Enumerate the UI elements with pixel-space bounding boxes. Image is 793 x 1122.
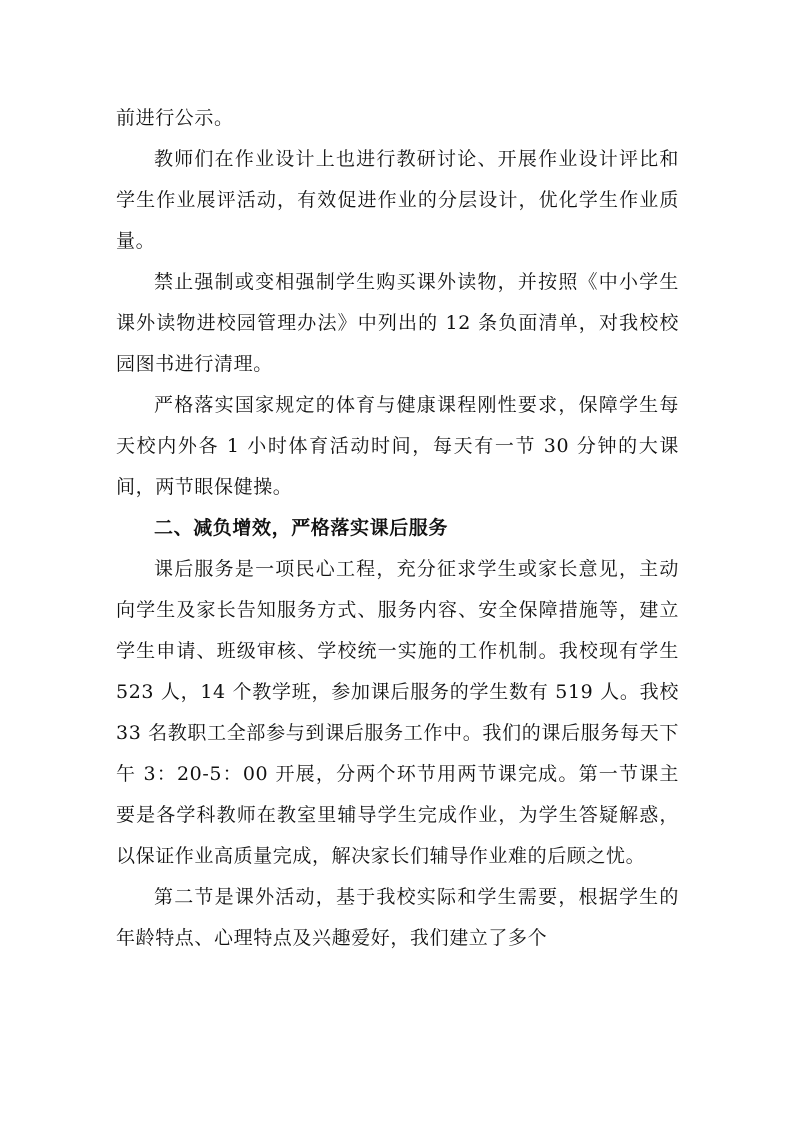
paragraph-homework-design: 教师们在作业设计上也进行教研讨论、开展作业设计评比和学生作业展评活动，有效促进作业的分层设计，优化学生作业质量。 [116, 148, 679, 252]
section-heading: 二、减负增效，严格落实课后服务 [154, 517, 449, 539]
document-body [116, 98, 679, 959]
paragraph-physical-education: 严格落实国家规定的体育与健康课程刚性要求，保障学生每天校内外各 1 小时体育活动时间，每天有一节 30 分钟的大课间，两节眼保健操。 [116, 394, 679, 498]
paragraph-extracurricular-activities: 第二节是课外活动，基于我校实际和学生需要，根据学生的年龄特点、心理特点及兴趣爱好，我们建立了多个 [116, 886, 679, 949]
paragraph-extracurricular-reading: 禁止强制或变相强制学生购买课外读物，并按照《中小学生课外读物进校园管理办法》中列出的 12 条负面清单，对我校校园图书进行清理。 [116, 271, 679, 375]
paragraph-after-school-service: 课后服务是一项民心工程，充分征求学生或家长意见，主动向学生及家长告知服务方式、服务内容、安全保障措施等，建立学生申请、班级审核、学校统一实施的工作机制。我校现有学生 523 人，14 个教学班，参加课后服务的学生数有 519 人。我校 33 名教职工全部参与到课后服务工作中。我们的课后服务每天下午 3：20-5：00 开展，分两个环节用两节课完成。第一节课主要是各学科教师在教室里辅导学生完成作业，为学生答疑解惑，以保证作业高质量完成，解决家长们辅导作业难的后顾之忧。 [116, 558, 679, 867]
paragraph-continuation: 前进行公示。 [116, 107, 234, 129]
